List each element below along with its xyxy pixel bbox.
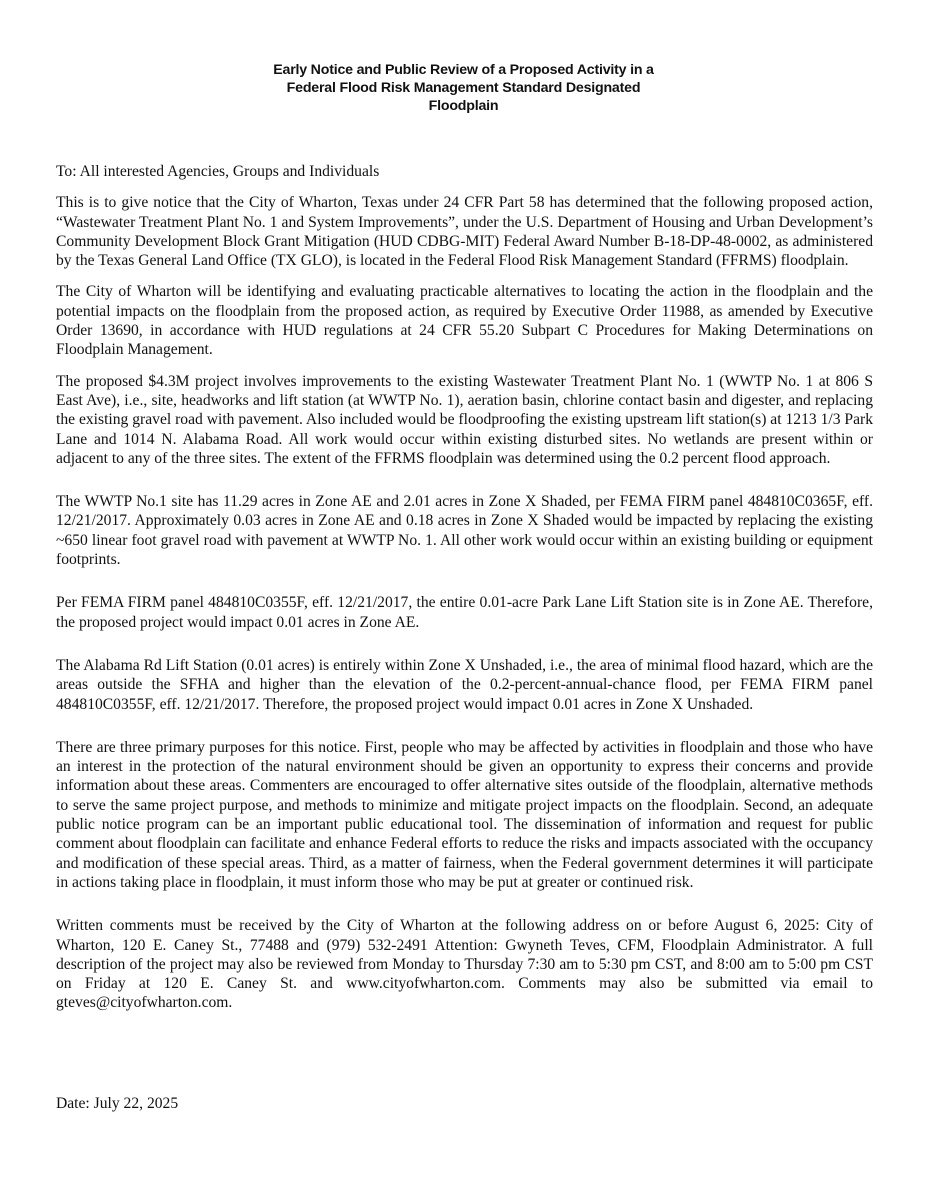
notice-title <box>180 61 747 115</box>
paragraph-notice-intro: This is to give notice that the City of Wharton, Texas under 24 CFR Part 58 has determined that the following proposed action, “Wastewater Treatment Plant No. 1 and System Improvements”, under the U.S. Department of Housing and Urban Development’s Community Development Block Grant Mitigation (HUD CDBG-MIT) Federal Award Number B-18-DP-48-0002, as administered by the Texas General Land Office (TX GLO), is located in the Federal Flood Risk Management Standard (FFRMS) floodplain. <box>56 194 873 270</box>
notice-body <box>56 162 873 1013</box>
salutation: To: All interested Agencies, Groups and Individuals <box>56 163 380 180</box>
paragraph-wwtp-site: The WWTP No.1 site has 11.29 acres in Zone AE and 2.01 acres in Zone X Shaded, per FEMA FIRM panel 484810C0365F, eff. 12/21/2017. Approximately 0.03 acres in Zone AE and 0.18 acres in Zone X Shaded would be impacted by replacing the existing ~650 linear foot gravel road with pavement at WWTP No. 1. All other work would occur within an existing building or equipment footprints. <box>56 493 873 569</box>
paragraph-alabama-rd: The Alabama Rd Lift Station (0.01 acres) is entirely within Zone X Unshaded, i.e., the area of minimal flood hazard, which are the areas outside the SFHA and higher than the elevation of the 0.2-percent-annual-chance flood, per FEMA FIRM panel 484810C0355F, eff. 12/21/2017. Therefore, the proposed project would impact 0.01 acres in Zone X Unshaded. <box>56 656 873 713</box>
paragraph-alternatives: The City of Wharton will be identifying and evaluating practicable alternatives to locating the action in the floodplain and the potential impacts on the floodplain from the proposed action, as required by Executive Order 11988, as amended by Executive Order 13690, in accordance with HUD regulations at 24 CFR 55.20 Subpart C Procedures for Making Determinations on Floodplain Management. <box>56 283 873 359</box>
title-line-2: Federal Flood Risk Management Standard Designated <box>286 80 641 96</box>
paragraph-park-lane: Per FEMA FIRM panel 484810C0355F, eff. 12/21/2017, the entire 0.01-acre Park Lane Lift Station site is in Zone AE. Therefore, the proposed project would impact 0.01 acres in Zone AE. <box>56 594 873 631</box>
title-line-3: Floodplain <box>428 98 499 114</box>
paragraph-purposes: There are three primary purposes for this notice. First, people who may be affected by activities in floodplain and those who have an interest in the protection of the natural environment should be given an opportunity to express their concerns and provide information about these areas. Commenters are encouraged to offer alternative sites outside of the floodplain, alternative methods to serve the same project purpose, and methods to minimize and mitigate project impacts on the floodplain. Second, an adequate public notice program can be an important public educational tool. The dissemination of information and request for public comment about floodplain can facilitate and enhance Federal efforts to reduce the risks and impacts associated with the occupancy and modification of these special areas. Third, as a matter of fairness, when the Federal government determines it will participate in actions taking place in floodplain, it must inform those who may be put at greater or continued risk. <box>56 738 873 891</box>
paragraph-comments: Written comments must be received by the City of Wharton at the following address on or before August 6, 2025: City of Wharton, 120 E. Caney St., 77488 and (979) 532-2491 Attention: Gwyneth Teves, CFM, Floodplain Administrator. A full description of the project may also be reviewed from Monday to Thursday 7:30 am to 5:30 pm CST, and 8:00 am to 5:00 pm CST on Friday at 120 E. Caney St. and www.cityofwharton.com. Comments may also be submitted via email to gteves@cityofwharton.com. <box>56 917 873 1012</box>
title-line-1: Early Notice and Public Review of a Proposed Activity in a <box>273 62 654 78</box>
paragraph-project-description: The proposed $4.3M project involves improvements to the existing Wastewater Treatment Plant No. 1 (WWTP No. 1 at 806 S East Ave), i.e., site, headworks and lift station (at WWTP No. 1), aeration basin, chlorine contact basin and digester, and replacing the existing gravel road with pavement. Also included would be floodproofing the existing upstream lift station(s) at 1213 1/3 Park Lane and 1014 N. Alabama Road. All work would occur within existing disturbed sites. No wetlands are present within or adjacent to any of the three sites. The extent of the FFRMS floodplain was determined using the 0.2 percent flood approach. <box>56 372 873 467</box>
notice-date: Date: July 22, 2025 <box>56 1095 179 1112</box>
